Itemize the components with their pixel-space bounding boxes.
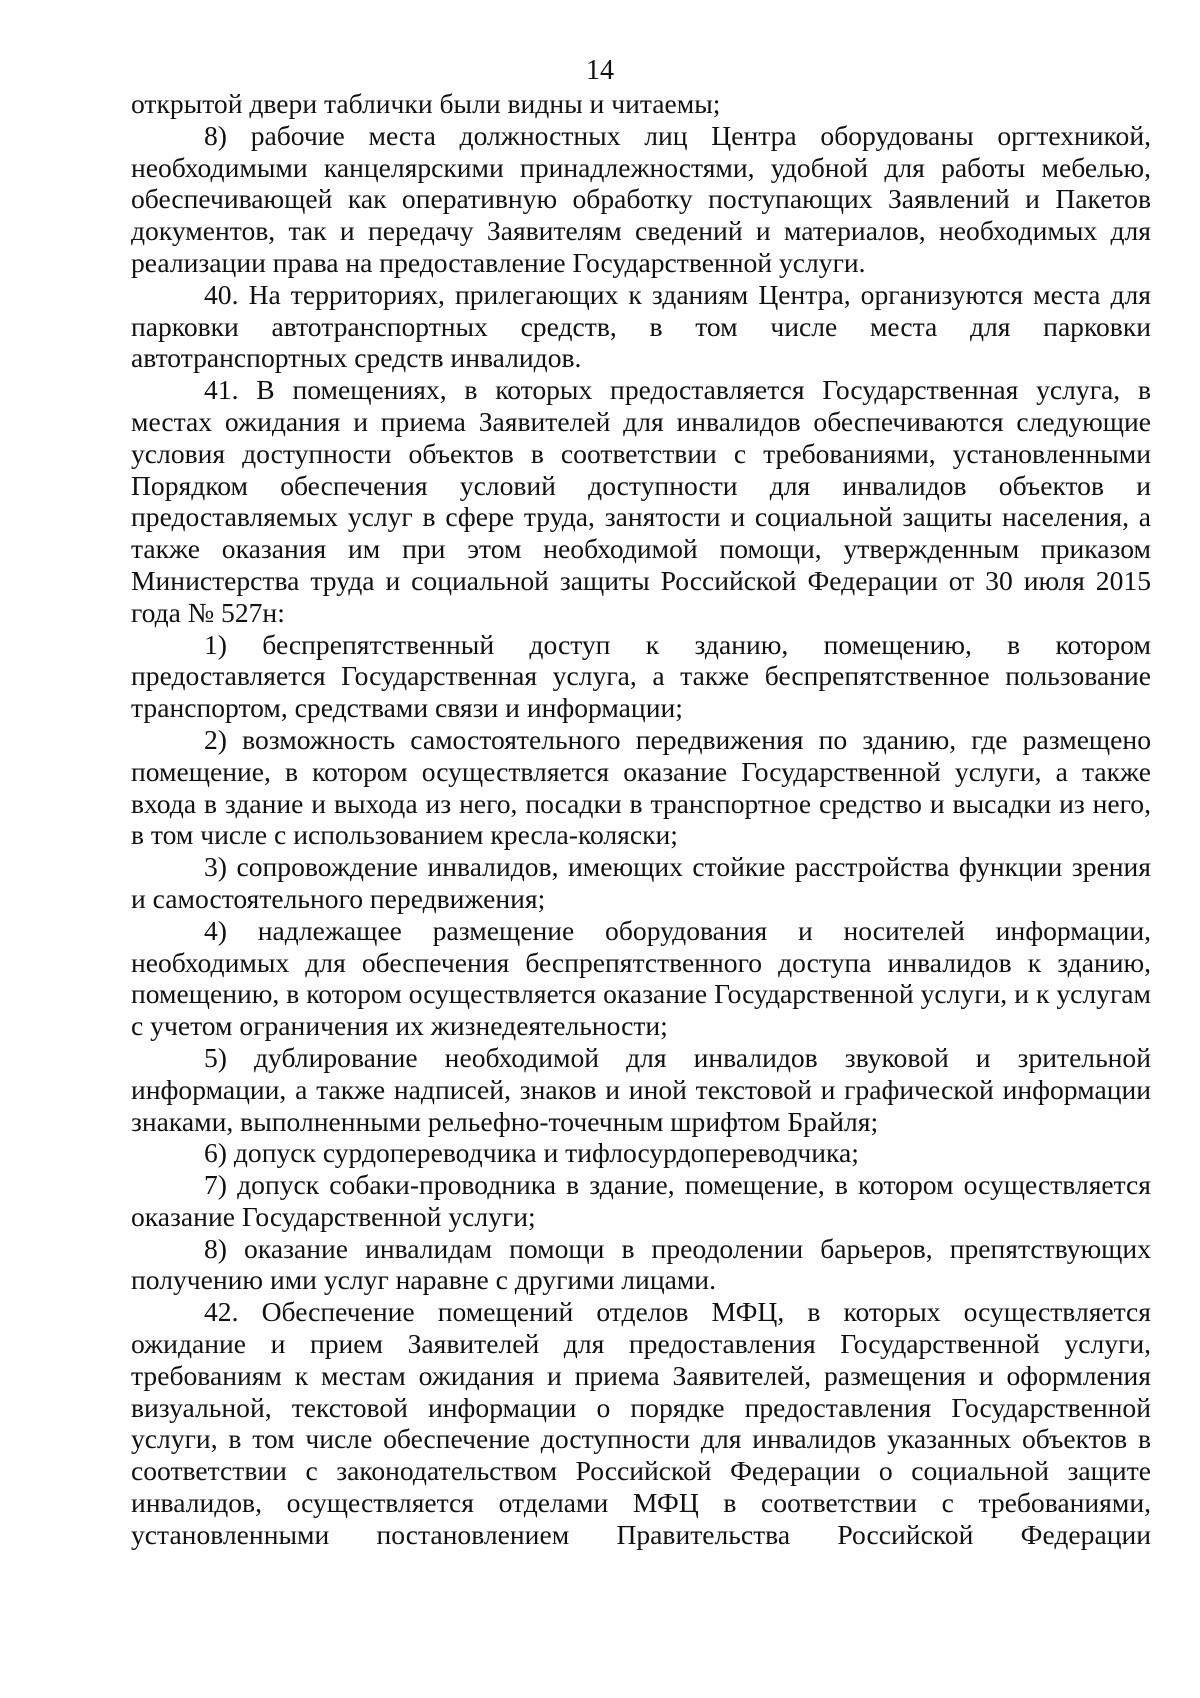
paragraph-41-item-5: 5) дублирование необходимой для инвалидов звуковой и зрительной информации, а также надписей, знаков и иной текстовой и графической информации знаками, выполненными рельефно-точечным шрифтом Брайля; <box>131 1041 1151 1137</box>
paragraph-42-mfc-offices: 42. Обеспечение помещений отделов МФЦ, в которых осуществляется ожидание и прием Заявителей для предоставления Государственной услуги, требованиям к местам ожидания и приема Заявителей, размещения и оформления визуальной, текстовой информации о порядке предоставления Государственной услуги, в том числе обеспечение доступности для инвалидов указанных объектов в соответствии с законодательством Российской Федерации о социальной защите инвалидов, осуществляется отделами МФЦ в соответствии с требованиями, установленными постановлением Правительства Российской Федерации <box>131 1296 1151 1550</box>
paragraph-continuation: открытой двери таблички были видны и читаемы; <box>131 88 721 119</box>
paragraph-41-item-8: 8) оказание инвалидам помощи в преодолении барьеров, препятствующих получению ими услуг наравне с другими лицами. <box>131 1232 1151 1296</box>
paragraph-40-parking: 40. На территориях, прилегающих к зданиям Центра, организуются места для парковки автотранспортных средств, в том числе места для парковки автотранспортных средств инвалидов. <box>131 278 1151 374</box>
paragraph-41-item-7: 7) допуск собаки-проводника в здание, помещение, в котором осуществляется оказание Государственной услуги; <box>131 1169 1151 1232</box>
document-body <box>131 88 1151 1551</box>
page-number: 14 <box>586 55 614 86</box>
paragraph-41-item-4: 4) надлежащее размещение оборудования и носителей информации, необходимых для обеспечения беспрепятственного доступа инвалидов к зданию, помещению, в котором осуществляется оказание Государственной услуги, и к услугам с учетом ограничения их жизнедеятельности; <box>131 914 1151 1042</box>
paragraph-41-item-1: 1) беспрепятственный доступ к зданию, помещению, в котором предоставляется Государственная услуга, а также беспрепятственное пользование транспортом, средствами связи и информации; <box>131 628 1151 724</box>
paragraph-41-item-3: 3) сопровождение инвалидов, имеющих стойкие расстройства функции зрения и самостоятельного передвижения; <box>131 851 1151 914</box>
paragraph-41-accessibility: 41. В помещениях, в которых предоставляется Государственная услуга, в местах ожидания и приема Заявителей для инвалидов обеспечиваются следующие условия доступности объектов в соответствии с требованиями, установленными Порядком обеспечения условий доступности для инвалидов объектов и предоставляемых услуг в сфере труда, занятости и социальной защиты населения, а также оказания им при этом необходимой помощи, утвержденным приказом Министерства труда и социальной защиты Российской Федерации от 30 июля 2015 года № 527н: <box>131 374 1151 628</box>
paragraph-item-8-workplaces: 8) рабочие места должностных лиц Центра оборудованы оргтехникой, необходимыми канцелярскими принадлежностями, удобной для работы мебелью, обеспечивающей как оперативную обработку поступающих Заявлений и Пакетов документов, так и передачу Заявителям сведений и материалов, необходимых для реализации права на предоставление Государственной услуги. <box>131 119 1151 278</box>
paragraph-41-item-2: 2) возможность самостоятельного передвижения по зданию, где размещено помещение, в котором осуществляется оказание Государственной услуги, а также входа в здание и выхода из него, посадки в транспортное средство и высадки из него, в том числе с использованием кресла-коляски; <box>131 723 1151 851</box>
paragraph-41-item-6: 6) допуск сурдопереводчика и тифлосурдопереводчика; <box>204 1137 859 1169</box>
